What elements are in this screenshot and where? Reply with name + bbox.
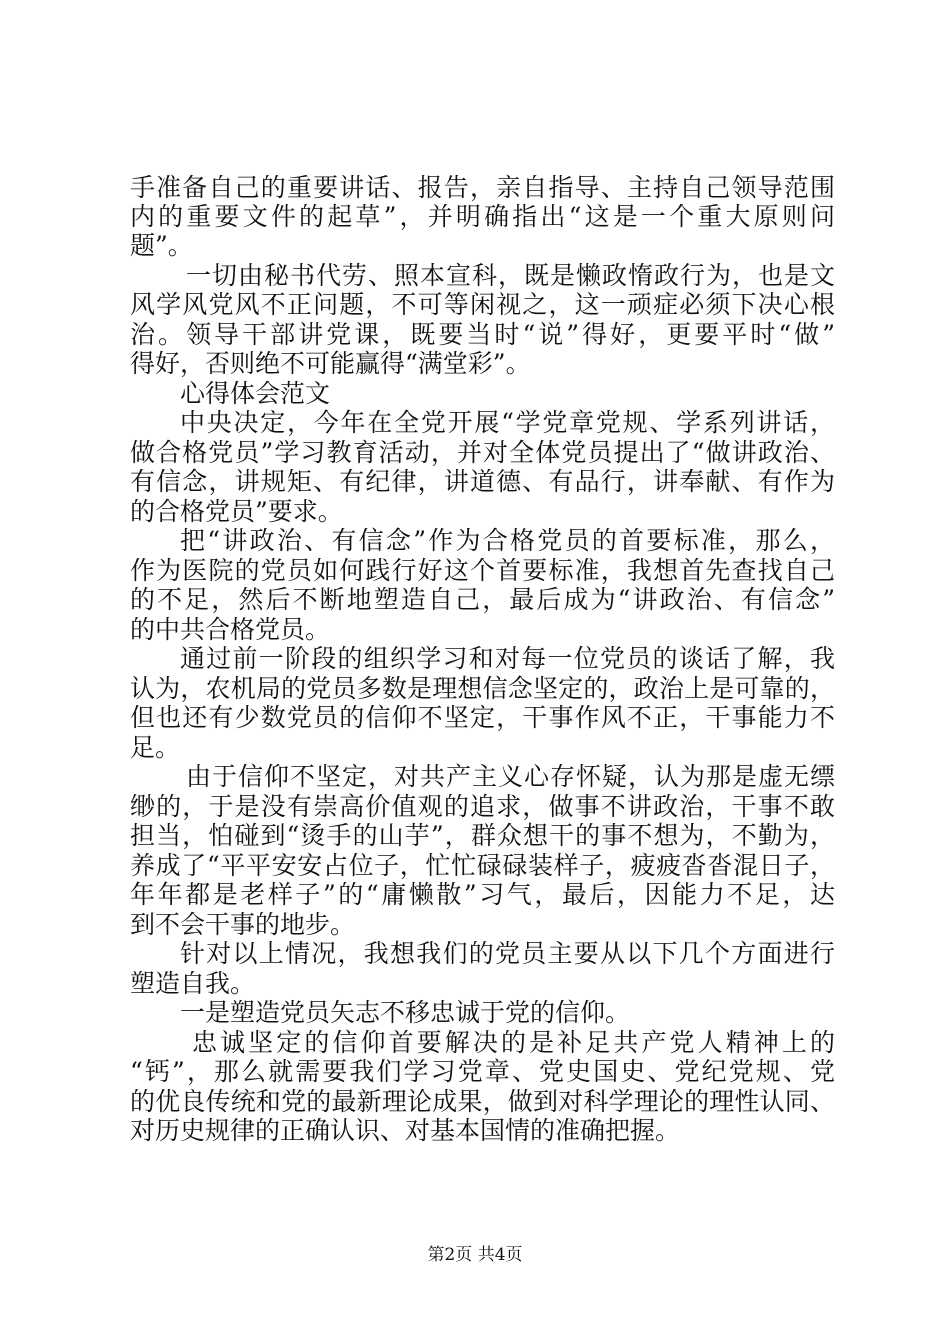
text-line: 得好，否则绝不可能赢得“满堂彩”。 xyxy=(130,349,531,378)
text-line: 塑造自我。 xyxy=(130,969,256,998)
text-line: 内的重要文件的起草”，并明确指出“这是一个重大原则问 xyxy=(130,202,835,231)
text-line: 足。 xyxy=(130,733,181,762)
text-line: 一是塑造党员矢志不移忠诚于党的信仰。 xyxy=(180,998,631,1027)
text-line: 作为医院的党员如何践行好这个首要标准，我想首先查找自己 xyxy=(130,556,835,585)
text-line: 由于信仰不坚定，对共产主义心存怀疑，认为那是虚无缥 xyxy=(186,762,835,791)
text-line: 风学风党风不正问题，不可等闲视之，这一顽症必须下决心根 xyxy=(130,290,835,319)
text-line: 针对以上情况，我想我们的党员主要从以下几个方面进行 xyxy=(180,939,835,968)
text-line: 心得体会范文 xyxy=(180,379,331,408)
text-line: 但也还有少数党员的信仰不坚定，干事作风不正，干事能力不 xyxy=(130,703,835,732)
document-body xyxy=(130,173,835,1146)
text-line: 一切由秘书代劳、照本宣科，既是懒政惰政行为，也是文 xyxy=(186,261,835,290)
text-line: 的中共合格党员。 xyxy=(130,615,331,644)
text-line: 忠诚坚定的信仰首要解决的是补足共产党人精神上的 xyxy=(192,1028,835,1057)
text-line: 做合格党员”学习教育活动，并对全体党员提出了“做讲政治、 xyxy=(130,438,835,467)
text-line: 缈的，于是没有崇高价值观的追求，做事不讲政治，干事不敢 xyxy=(130,792,835,821)
text-line: 的合格党员”要求。 xyxy=(130,497,343,526)
text-line: 认为，农机局的党员多数是理想信念坚定的，政治上是可靠的， xyxy=(130,674,835,703)
text-line: 治。领导干部讲党课，既要当时“说”得好，更要平时“做” xyxy=(130,320,835,349)
text-line: 的不足，然后不断地塑造自己，最后成为“讲政治、有信念” xyxy=(130,585,835,614)
text-line: 题”。 xyxy=(130,231,193,260)
text-line: 年年都是老样子”的“庸懒散”习气，最后，因能力不足，达 xyxy=(130,880,835,909)
text-line: 把“讲政治、有信念”作为合格党员的首要标准，那么， xyxy=(180,526,835,555)
text-line: 有信念，讲规矩、有纪律，讲道德、有品行，讲奉献、有作为 xyxy=(130,467,835,496)
text-line: 通过前一阶段的组织学习和对每一位党员的谈话了解，我 xyxy=(180,644,835,673)
text-line: 手准备自己的重要讲话、报告，亲自指导、主持自己领导范围 xyxy=(130,173,835,202)
text-line: 养成了“平平安安占位子，忙忙碌碌装样子，疲疲沓沓混日子， xyxy=(130,851,835,880)
text-line: 到不会干事的地步。 xyxy=(130,910,356,939)
text-line: “钙”，那么就需要我们学习党章、党史国史、党纪党规、党 xyxy=(130,1057,835,1086)
text-line: 对历史规律的正确认识、对基本国情的准确把握。 xyxy=(130,1116,681,1145)
text-line: 的优良传统和党的最新理论成果，做到对科学理论的理性认同、 xyxy=(130,1087,835,1116)
text-line: 担当，怕碰到“烫手的山芋”，群众想干的事不想为，不勤为， xyxy=(130,821,835,850)
page-footer: 第2页 共4页 xyxy=(427,1245,523,1265)
text-line: 中央决定，今年在全党开展“学党章党规、学系列讲话， xyxy=(180,408,835,437)
